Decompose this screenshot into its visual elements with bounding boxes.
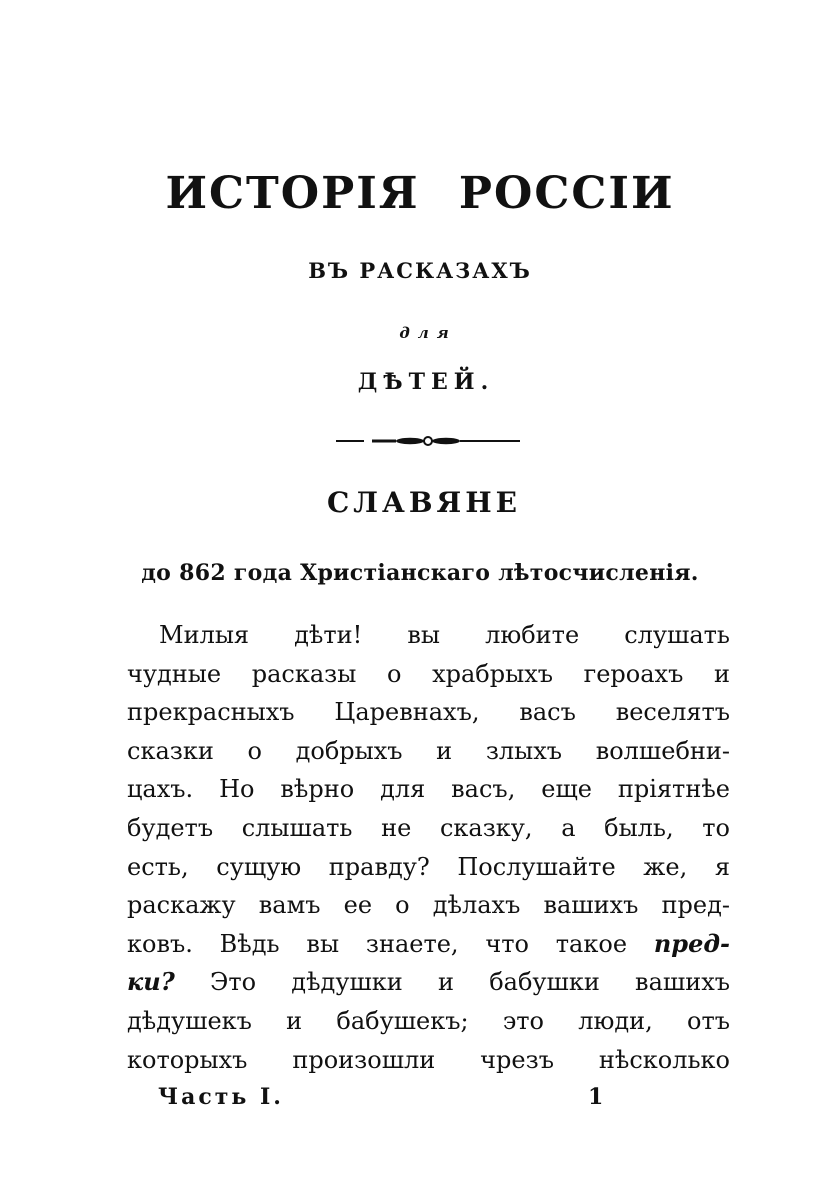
text-line <box>127 1002 730 1041</box>
text-line <box>127 732 730 771</box>
text-segment: сказки о добрыхъ и злыхъ волшебни- <box>127 736 730 765</box>
text-line <box>127 963 730 1002</box>
text-line <box>127 770 730 809</box>
page-footer <box>158 1082 608 1112</box>
section-title: СЛАВЯНЕ <box>326 486 521 519</box>
text-segment: ковъ. Вѣдь вы знаете, что такое <box>127 929 654 958</box>
subtitle-for: для <box>399 324 457 342</box>
text-segment: чудные расказы о храбрыхъ героахъ и <box>127 659 730 688</box>
text-segment: дѣдушекъ и бабушекъ; это люди, отъ <box>127 1006 730 1035</box>
body-paragraph <box>127 616 730 1079</box>
page-number: 1 <box>588 1084 604 1110</box>
text-segment: прекрасныхъ Царевнахъ, васъ веселятъ <box>127 698 730 727</box>
text-line <box>127 848 730 887</box>
text-line <box>127 1041 730 1080</box>
text-line <box>127 809 730 848</box>
footer-part-label: Часть I. <box>158 1084 284 1110</box>
text-segment: которыхъ произошли чрезъ нѣсколько <box>127 1045 730 1074</box>
section-dateline: до 862 года Христіанскаго лѣтосчисленія. <box>141 560 699 586</box>
text-segment: ки? <box>127 967 175 997</box>
text-line <box>127 616 730 655</box>
text-segment: раскажу вамъ ее о дѣлахъ вашихъ пред- <box>127 891 730 920</box>
text-line <box>127 886 730 925</box>
text-segment: будетъ слышать не сказку, а быль, то <box>127 813 730 842</box>
book-subtitle: ВЪ РАСКАЗАХЪ <box>308 258 532 283</box>
text-segment: пред- <box>653 928 730 958</box>
book-title: ИСТОРІЯ РОССІИ <box>165 168 675 219</box>
subtitle-children: ДѢТЕЙ. <box>357 369 495 395</box>
text-segment: Милыя дѣти! вы любите слушать <box>159 621 730 649</box>
text-line <box>127 693 730 732</box>
text-line <box>127 925 730 964</box>
ornament-divider-icon <box>336 432 520 450</box>
text-line <box>127 655 730 694</box>
text-segment: есть, сущую правду? Послушайте же, я <box>127 852 730 881</box>
text-segment: Это дѣдушки и бабушки вашихъ <box>174 968 730 997</box>
text-segment: цахъ. Но вѣрно для васъ, еще пріятнѣе <box>127 775 730 804</box>
